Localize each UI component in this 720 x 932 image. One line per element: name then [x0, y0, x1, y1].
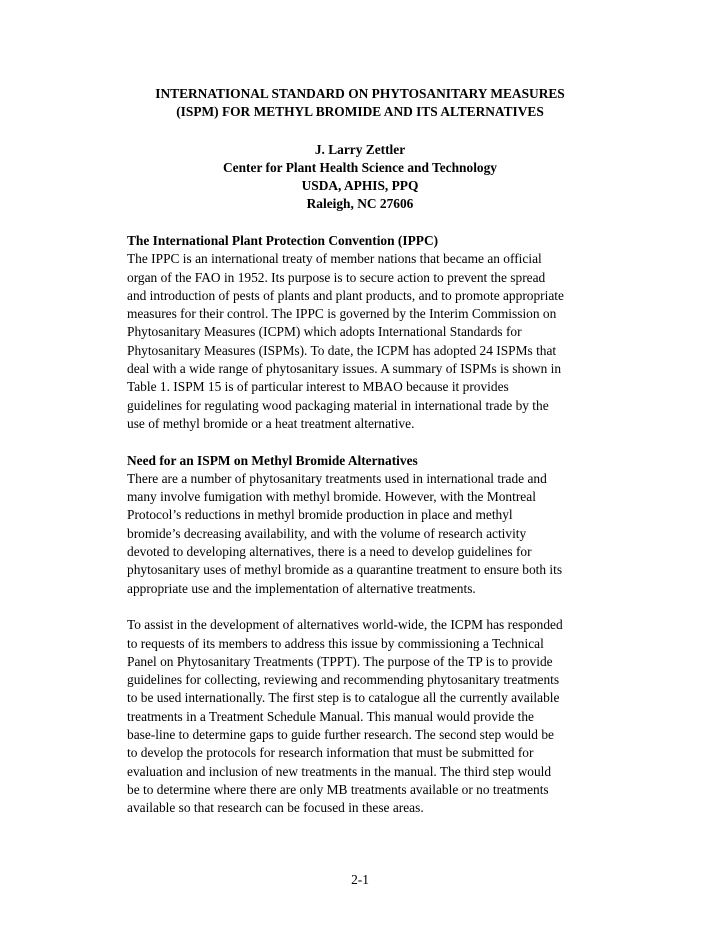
document-title — [0, 85, 720, 121]
paragraph-line: Phytosanitary Measures (ICPM) which adopts International Standards for — [127, 324, 522, 340]
paragraph-line: be to determine where there are only MB treatments available or no treatments — [127, 781, 549, 797]
author-block — [0, 141, 720, 213]
paragraph-line: Table 1. ISPM 15 is of particular interest to MBAO because it provides — [127, 379, 509, 395]
title-line: (ISPM) FOR METHYL BROMIDE AND ITS ALTERNATIVES — [176, 104, 544, 119]
section-heading: The International Plant Protection Convention (IPPC) — [127, 233, 439, 248]
paragraph-line: devoted to developing alternatives, there is a need to develop guidelines for — [127, 544, 532, 560]
section-need-for-ispm — [127, 452, 597, 598]
paragraph-line: measures for their control. The IPPC is governed by the Interim Commission on — [127, 306, 557, 322]
paragraph-line: evaluation and inclusion of new treatments in the manual. The third step would — [127, 763, 552, 779]
author-affiliation: Center for Plant Health Science and Technology — [222, 160, 497, 175]
paragraph-line: organ of the FAO in 1952. Its purpose is to secure action to prevent the spread — [127, 269, 546, 285]
section-alternatives-development — [127, 616, 597, 817]
paragraph-line: Phytosanitary Measures (ISPMs). To date, the ICPM has adopted 24 ISPMs that — [127, 342, 557, 358]
title-line: INTERNATIONAL STANDARD ON PHYTOSANITARY MEASURES — [155, 86, 565, 101]
section-ippc — [127, 232, 597, 433]
paragraph-line: use of methyl bromide or a heat treatment alternative. — [127, 415, 415, 431]
author-name: J. Larry Zettler — [314, 142, 406, 157]
author-organization: USDA, APHIS, PPQ — [301, 178, 419, 193]
paragraph-gap — [127, 433, 597, 451]
paragraph-line: deal with a wide range of phytosanitary issues. A summary of ISPMs is shown in — [127, 361, 562, 377]
page-number: 2-1 — [351, 872, 369, 887]
paragraph-line: The IPPC is an international treaty of member nations that became an official — [127, 251, 542, 267]
paragraph-line: bromide’s decreasing availability, and with the volume of research activity — [127, 525, 527, 541]
paragraph-line: available so that research can be focused in these areas. — [127, 800, 424, 816]
paragraph-line: To assist in the development of alternatives world-wide, the ICPM has responded — [127, 617, 563, 633]
paragraph-line: and introduction of pests of plants and plant products, and to promote appropriate — [127, 287, 564, 303]
paragraph-line: many involve fumigation with methyl bromide. However, with the Montreal — [127, 489, 536, 505]
paragraph-line: There are a number of phytosanitary treatments used in international trade and — [127, 470, 547, 486]
paragraph-line: guidelines for regulating wood packaging material in international trade by the — [127, 397, 549, 413]
paragraph-line: Protocol’s reductions in methyl bromide production in place and methyl — [127, 507, 513, 523]
paragraph-gap — [127, 598, 597, 616]
paragraph-line: Panel on Phytosanitary Treatments (TPPT). The purpose of the TP is to provide — [127, 653, 553, 669]
section-heading: Need for an ISPM on Methyl Bromide Alternatives — [127, 452, 418, 468]
paragraph-line: treatments in a Treatment Schedule Manual. This manual would provide the — [127, 708, 534, 724]
paragraph-line: appropriate use and the implementation of alternative treatments. — [127, 580, 476, 596]
document-body — [127, 232, 597, 818]
paragraph-line: to requests of its members to address this issue by commissioning a Technical — [127, 635, 544, 651]
paragraph-line: base-line to determine gaps to guide further research. The second step would be — [127, 727, 554, 743]
paragraph-line: to be used internationally. The first step is to catalogue all the currently available — [127, 690, 560, 706]
paragraph-line: guidelines for collecting, reviewing and recommending phytosanitary treatments — [127, 672, 560, 688]
paragraph-line: to develop the protocols for research information that must be submitted for — [127, 745, 534, 761]
author-location: Raleigh, NC 27606 — [306, 196, 414, 211]
paragraph-line: phytosanitary uses of methyl bromide as a quarantine treatment to ensure both its — [127, 562, 563, 578]
